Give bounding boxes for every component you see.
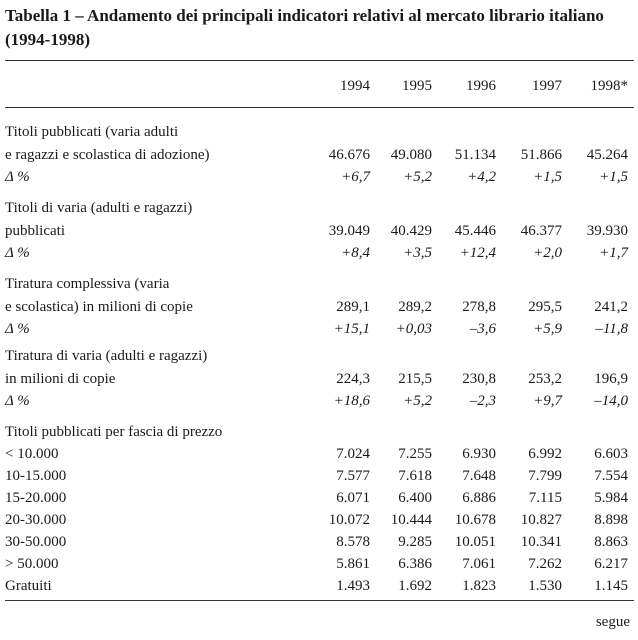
value-cell: 1.530 [528,578,562,594]
delta-label: Δ % [5,321,30,337]
top-rule [5,60,634,61]
value-cell: 6.992 [528,446,562,462]
value-cell: 6.386 [398,556,432,572]
value-cell: 6.930 [462,446,496,462]
value-cell: 289,1 [336,299,370,315]
row-label: 30-50.000 [5,534,67,550]
value-cell: 10.072 [328,512,370,528]
row-label: < 10.000 [5,446,59,462]
value-cell: 46.676 [328,147,370,163]
value-cell: 7.262 [528,556,562,572]
delta-cell: +5,9 [533,321,562,337]
value-cell: 7.061 [462,556,496,572]
value-cell: 7.618 [398,468,432,484]
delta-cell: –2,3 [469,393,496,409]
delta-cell: +5,2 [403,393,432,409]
value-cell: 10.678 [454,512,496,528]
value-cell: 6.603 [594,446,628,462]
delta-cell: +1,7 [599,245,628,261]
delta-cell: +18,6 [333,393,370,409]
delta-cell: +15,1 [333,321,370,337]
value-cell: 253,2 [528,371,562,387]
value-cell: 6.217 [594,556,628,572]
delta-cell: +8,4 [341,245,370,261]
table-title: Tabella 1 – Andamento dei principali indicatori relativi al mercato librario italiano (1994-1998) [5,6,604,49]
value-cell: 5.984 [594,490,628,506]
value-cell: 49.080 [390,147,432,163]
row-label: Titoli di varia (adulti e ragazzi) [5,200,193,216]
value-cell: 278,8 [462,299,496,315]
value-cell: 10.051 [454,534,496,550]
row-label: Gratuiti [5,578,52,594]
delta-cell: +2,0 [533,245,562,261]
row-label: Tiratura di varia (adulti e ragazzi) [5,348,208,364]
row-label: e ragazzi e scolastica di adozione) [5,147,210,163]
value-cell: 51.866 [520,147,562,163]
value-cell: 46.377 [520,223,562,239]
value-cell: 8.898 [594,512,628,528]
year-header: 1995 [402,78,432,94]
delta-cell: +5,2 [403,169,432,185]
value-cell: 39.930 [586,223,628,239]
value-cell: 9.285 [398,534,432,550]
delta-label: Δ % [5,169,30,185]
delta-cell: +12,4 [459,245,496,261]
year-header: 1997 [532,78,562,94]
value-cell: 10.444 [390,512,432,528]
value-cell: 8.863 [594,534,628,550]
delta-cell: +9,7 [533,393,562,409]
year-header: 1998* [590,78,628,94]
delta-label: Δ % [5,393,30,409]
value-cell: 7.255 [398,446,432,462]
value-cell: 224,3 [336,371,370,387]
value-cell: 7.554 [594,468,628,484]
value-cell: 8.578 [336,534,370,550]
row-label: in milioni di copie [5,371,116,387]
value-cell: 5.861 [336,556,370,572]
year-header: 1994 [340,78,370,94]
value-cell: 1.145 [594,578,628,594]
row-label: 20-30.000 [5,512,67,528]
value-cell: 45.446 [454,223,496,239]
row-label: pubblicati [5,223,65,239]
value-cell: 45.264 [586,147,628,163]
value-cell: 6.071 [336,490,370,506]
delta-cell: +1,5 [599,169,628,185]
section-heading: Titoli pubblicati per fascia di prezzo [5,424,223,440]
delta-cell: +4,2 [467,169,496,185]
delta-cell: –11,8 [595,321,628,337]
value-cell: 295,5 [528,299,562,315]
value-cell: 40.429 [390,223,432,239]
continued-note: segue [595,614,630,630]
value-cell: 1.692 [398,578,432,594]
value-cell: 10.827 [520,512,562,528]
value-cell: 6.886 [462,490,496,506]
header-rule [5,107,634,108]
value-cell: 10.341 [520,534,562,550]
delta-cell: +6,7 [341,169,370,185]
value-cell: 196,9 [594,371,628,387]
value-cell: 289,2 [398,299,432,315]
value-cell: 7.115 [528,490,562,506]
value-cell: 6.400 [398,490,432,506]
year-header: 1996 [466,78,496,94]
delta-cell: –14,0 [594,393,628,409]
row-label: 15-20.000 [5,490,67,506]
delta-cell: +0,03 [395,321,432,337]
row-label: 10-15.000 [5,468,67,484]
delta-cell: –3,6 [469,321,496,337]
value-cell: 230,8 [462,371,496,387]
value-cell: 1.493 [336,578,370,594]
bottom-rule [5,600,634,601]
delta-cell: +1,5 [533,169,562,185]
row-label: Tiratura complessiva (varia [5,276,170,292]
value-cell: 7.648 [462,468,496,484]
row-label: Titoli pubblicati (varia adulti [5,124,179,140]
value-cell: 7.799 [528,468,562,484]
value-cell: 39.049 [328,223,370,239]
year-header-row [0,75,638,99]
value-cell: 215,5 [398,371,432,387]
value-cell: 7.577 [336,468,370,484]
value-cell: 7.024 [336,446,370,462]
row-label: > 50.000 [5,556,59,572]
row-label: e scolastica) in milioni di copie [5,299,193,315]
value-cell: 51.134 [454,147,496,163]
delta-cell: +3,5 [403,245,432,261]
delta-label: Δ % [5,245,30,261]
value-cell: 241,2 [594,299,628,315]
value-cell: 1.823 [462,578,496,594]
